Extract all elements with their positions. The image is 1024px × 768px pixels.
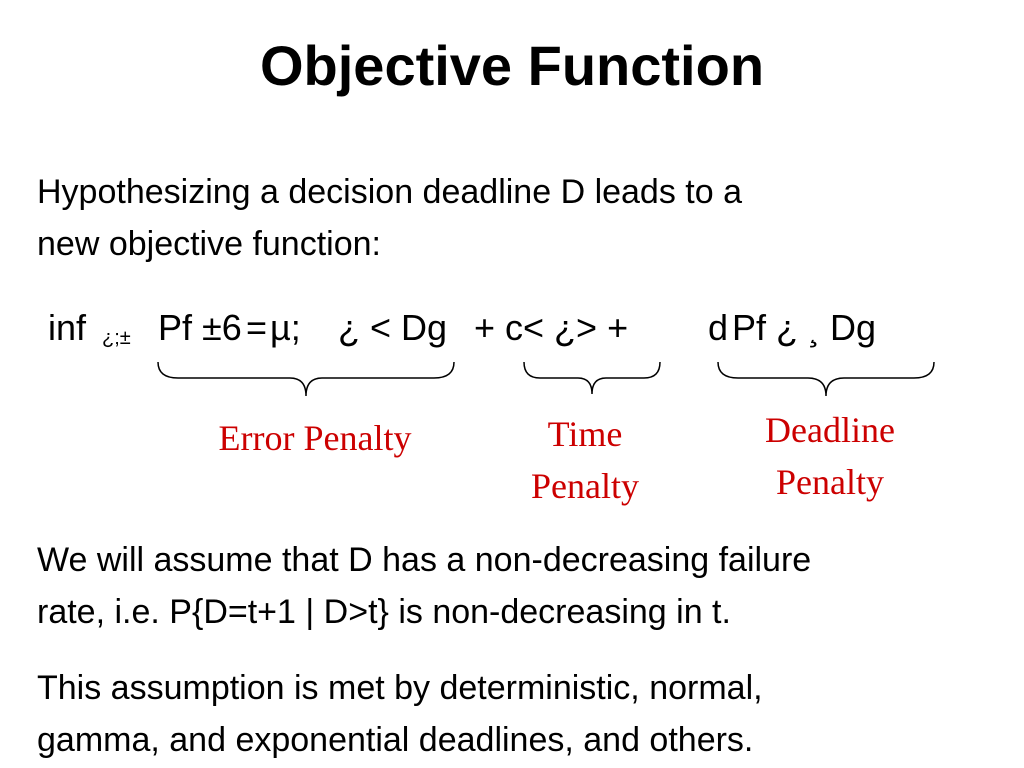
- deadline-penalty-label-line-1: Deadline: [765, 410, 895, 450]
- deadline-penalty-label: [730, 404, 930, 508]
- error-penalty-label: [180, 412, 450, 464]
- equation-term-7: Pf ¿ ¸ Dg: [732, 307, 877, 348]
- time-penalty-label-line-1: Time: [547, 414, 623, 454]
- examples-paragraph: [37, 662, 763, 766]
- error-penalty-label-line: Error Penalty: [218, 418, 412, 458]
- equation-term-2: =: [246, 307, 268, 348]
- error-penalty-brace: [158, 362, 454, 396]
- time-penalty-label: [500, 408, 670, 512]
- time-penalty-label-line-2: Penalty: [531, 466, 639, 506]
- objective-equation: [48, 300, 988, 356]
- assumption-line-1: We will assume that D has a non-decreasing failure: [37, 541, 812, 579]
- deadline-penalty-brace: [718, 362, 934, 396]
- assumption-paragraph: [37, 534, 811, 638]
- equation-term-1: Pf ±6: [158, 307, 242, 348]
- brace-group: [0, 355, 1024, 405]
- time-penalty-brace: [524, 362, 660, 394]
- slide-title: Objective Function: [259, 34, 765, 97]
- deadline-penalty-label-line-2: Penalty: [776, 462, 884, 502]
- intro-paragraph: [37, 166, 742, 270]
- equation-term-5: + c< ¿> +: [474, 307, 629, 348]
- equation-inf-subscript: ¿;±: [102, 327, 131, 349]
- assumption-line-2: rate, i.e. P{D=t+1 | D>t} is non-decreasing in t.: [37, 593, 731, 631]
- examples-line-2: gamma, and exponential deadlines, and others.: [37, 721, 754, 759]
- equation-term-3: µ;: [270, 307, 301, 348]
- intro-line-1: Hypothesizing a decision deadline D leads to a: [37, 173, 743, 211]
- intro-line-2: new objective function:: [37, 225, 381, 263]
- equation-term-6: d: [708, 307, 729, 348]
- examples-line-1: This assumption is met by deterministic, normal,: [37, 669, 763, 707]
- equation-term-4: ¿ < Dg: [338, 307, 448, 348]
- equation-inf: inf: [48, 307, 87, 348]
